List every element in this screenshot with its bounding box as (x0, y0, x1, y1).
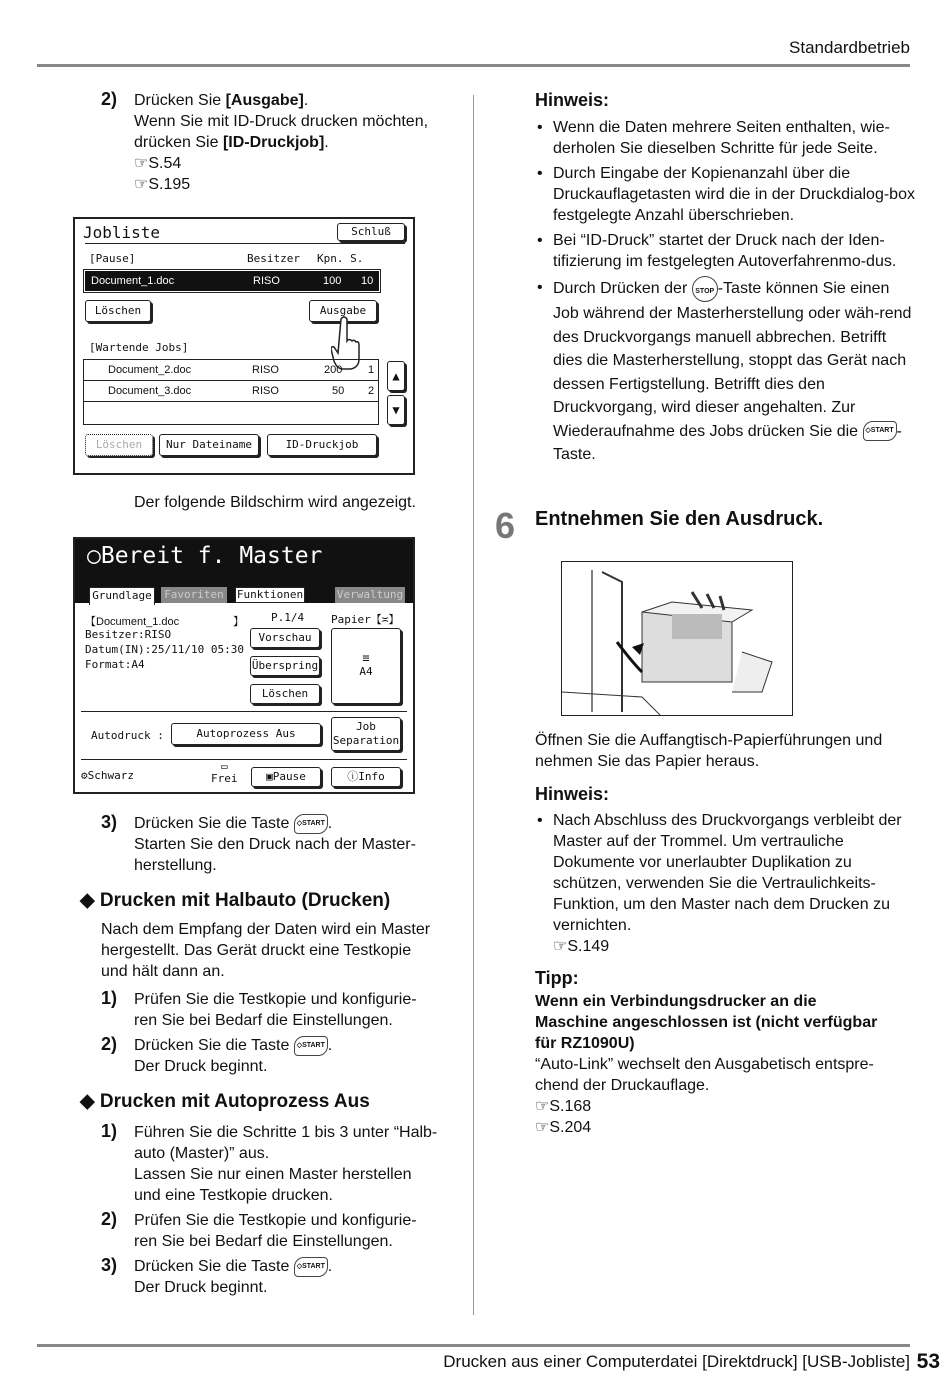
tab-favoriten[interactable]: Favoriten (161, 587, 227, 603)
note-list (535, 810, 913, 961)
list-item: • Durch Drücken der STOP -Taste können Sie einen Job während der Masterherstellung oder wäh-rend des Druckvorgangs manuell abbrechen. Betrifft dies die Masterherstellung, stoppt das Gerät nach dessen Fertigstellung. Betrifft dies den Druckvorgang, wird dieser angehalten. Zur Wiederaufnahme des Jobs drücken Sie die ◇START -Taste. (535, 276, 915, 467)
step-text: Drücken Sie die Taste ◇START . Der Druck beginnt. (134, 1037, 333, 1075)
step-text: Führen Sie die Schritte 1 bis 3 unter “Halb- auto (Master)” aus. Lassen Sie nur einen Master herstellen und eine Testkopie drucken. (134, 1124, 438, 1204)
arrow-down-icon: ▼ (392, 403, 400, 417)
step-number-large: 6 (495, 505, 516, 546)
drum-icon: ⚙ (81, 769, 88, 782)
info-button[interactable]: ⓘInfo (331, 767, 401, 787)
paper-size: A4 (359, 665, 373, 678)
page-reference: ☞S.195 (134, 176, 191, 193)
tab-grundlage[interactable]: Grundlage (89, 587, 155, 605)
autodruck-label: Autodruck : (91, 729, 164, 742)
list-item: • Durch Eingabe der Kopienanzahl über die Druckauflagetasten wird die in der Druckdialog-box festgelegte Anzahl überschrieben. (535, 163, 915, 226)
screen-title: ○Bereit f. Master (75, 539, 413, 585)
step-number: 2) (101, 1209, 118, 1229)
list-item: • Nach Abschluss des Druckvorgangs verbleibt der Master auf der Trommel. Um vertrauliche Dokumente vor unerlaubter Duplikation zu schützen, verwenden Sie die Vertraulichkeits-Funktion, um den Master nach dem Drucken zu vernichten. ☞S.149 (535, 810, 913, 957)
preview-button[interactable]: Vorschau (250, 628, 320, 648)
delete-button[interactable]: Löschen (85, 300, 151, 322)
header-rule (37, 64, 910, 67)
close-button[interactable]: Schluß (337, 223, 405, 241)
start-key-icon: ◇START (294, 1257, 328, 1277)
id-print-job-button[interactable]: ID-Druckjob (267, 434, 377, 456)
tip-heading: Tipp: (535, 968, 579, 988)
output-button[interactable]: Ausgabe (309, 300, 377, 322)
step-number: 2) (101, 1034, 118, 1054)
caption: Der folgende Bildschirm wird angezeigt. (134, 494, 416, 511)
page-indicator: P.1/4 (271, 611, 305, 624)
delete-button[interactable]: Löschen (250, 684, 320, 704)
step-number: 3) (101, 812, 118, 832)
start-key-icon: ◇START (863, 421, 897, 441)
list-item: • Wenn die Daten mehrere Seiten enthalten, wie-derholen Sie dieselben Schritte für jede Seite. (535, 117, 915, 159)
page-reference: ☞S.149 (553, 938, 610, 955)
stop-key-icon: STOP (692, 276, 718, 302)
document-name: 【Document_1.doc (85, 616, 180, 628)
note-list (535, 117, 915, 471)
step-number: 1) (101, 1121, 118, 1141)
section-intro: Nach dem Empfang der Daten wird ein Master hergestellt. Das Gerät druckt eine Testkopie und hält dann an. (101, 921, 431, 980)
tab-verwaltung[interactable]: Verwaltung (336, 588, 404, 601)
tip-text: Wenn ein Verbindungsdrucker an die Maschine angeschlossen ist (nicht verfügbar für RZ1090U) “Auto-Link” wechselt den Ausgabetisch entspre- chend der Druckauflage. ☞S.168 ☞S.204 (535, 991, 915, 1138)
waiting-jobs-list (83, 359, 379, 425)
date-info: Datum(IN):25/11/10 05:30 (85, 643, 244, 656)
running-header: Standardbetrieb (789, 38, 910, 57)
paper-size-button[interactable] (331, 628, 401, 704)
waiting-jobs-label: [Wartende Jobs] (89, 341, 189, 354)
delete-disabled-button[interactable]: Löschen (85, 434, 153, 456)
memory-status: ▭ Frei (211, 760, 238, 785)
selected-job-row[interactable]: Document_1.doc RISO 100 10 (85, 271, 379, 291)
step-text: Prüfen Sie die Testkopie und konfigurie- ren Sie bei Bedarf die Einstellungen. (134, 1212, 417, 1250)
pause-button[interactable]: ▣Pause (251, 767, 321, 787)
scroll-down-button[interactable] (387, 395, 405, 425)
job-separation-button[interactable]: Job Separation (331, 717, 401, 751)
step3-text: Drücken Sie die Taste ◇START . Starten Sie den Druck nach der Master- herstellung. (134, 815, 416, 874)
pause-label: [Pause] (89, 252, 136, 265)
scroll-up-button[interactable] (387, 361, 405, 391)
paper-tray-icon: ≡ (362, 651, 370, 665)
section-heading: ◆ Drucken mit Halbauto (Drucken) (80, 890, 391, 911)
footer-title: Drucken aus einer Computerdatei [Direktdruck] [USB-Jobliste] (443, 1352, 910, 1371)
page-reference: ☞S.168 (535, 1098, 592, 1115)
skip-button[interactable]: Überspring (250, 656, 320, 676)
step6-text: Öffnen Sie die Auffangtisch-Papierführungen und nehmen Sie das Papier heraus. (535, 732, 883, 770)
arrow-up-icon: ▲ (392, 369, 400, 383)
jobliste-screen (73, 217, 415, 475)
column-owner: Besitzer (247, 252, 300, 265)
note-heading: Hinweis: (535, 90, 610, 110)
owner-info: Besitzer:RISO (85, 628, 172, 641)
paper-label: Papier【≍】 (331, 613, 400, 626)
step-number: 3) (101, 1255, 118, 1275)
tab-funktionen[interactable]: Funktionen (236, 588, 304, 601)
step-text: Prüfen Sie die Testkopie und konfigurie- ren Sie bei Bedarf die Einstellungen. (134, 991, 417, 1029)
page-reference: ☞S.54 (134, 155, 182, 172)
section-heading: ◆ Drucken mit Autoprozess Aus (80, 1091, 370, 1112)
pause-icon: ▣ (266, 770, 273, 783)
list-item[interactable]: Document_3.doc RISO 50 2 (84, 381, 378, 402)
memory-icon: ▭ (220, 760, 228, 773)
step-number: 2) (101, 89, 118, 109)
format-info: Format:A4 (85, 658, 145, 671)
column-copies: Kpn. S. (317, 252, 364, 265)
list-item[interactable]: Document_2.doc RISO 200 1 (84, 360, 378, 381)
autoprocess-button[interactable]: Autoprozess Aus (171, 723, 321, 745)
step-number: 1) (101, 988, 118, 1008)
page-reference: ☞S.204 (535, 1119, 592, 1136)
step-heading: Entnehmen Sie den Ausdruck. (535, 508, 824, 530)
printer-output-illustration (561, 561, 793, 716)
filename-only-button[interactable]: Nur Dateiname (159, 434, 259, 456)
step-text: Drücken Sie die Taste ◇START . Der Druck beginnt. (134, 1258, 333, 1296)
start-key-icon: ◇START (294, 814, 328, 834)
screen-title: Jobliste (83, 223, 161, 242)
page-number: 53 (916, 1350, 940, 1373)
column-divider (473, 95, 474, 1315)
footer-rule (37, 1344, 910, 1347)
bracket: 】 (233, 615, 244, 628)
list-item: • Bei “ID-Druck” startet der Druck nach der Iden-tifizierung im festgelegten Autoverfahrenmo-dus. (535, 230, 915, 272)
ready-screen (73, 537, 415, 794)
printer-tray-illustration (562, 562, 793, 716)
color-status: ⚙Schwarz (81, 769, 134, 782)
step2-text: Drücken Sie [Ausgabe]. Wenn Sie mit ID-Druck drucken möchten, drücken Sie [ID-Druckjob]. ☞S.54 ☞S.195 (134, 90, 464, 195)
info-icon: ⓘ (347, 770, 359, 783)
start-key-icon: ◇START (294, 1036, 328, 1056)
note-heading: Hinweis: (535, 784, 610, 804)
